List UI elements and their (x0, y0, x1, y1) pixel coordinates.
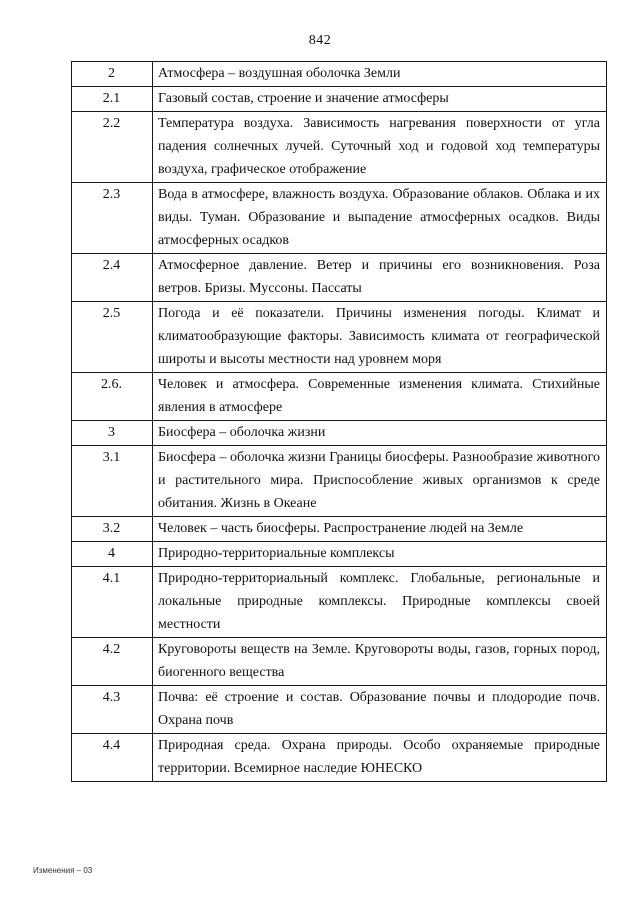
topics-table (71, 61, 607, 782)
table-row (72, 686, 607, 734)
row-number: 3.1 (72, 446, 153, 517)
row-number: 3 (72, 421, 153, 446)
row-text: Атмосферное давление. Ветер и причины его возникновения. Роза ветров. Бризы. Муссоны. Пассаты (153, 254, 607, 302)
row-number: 4.4 (72, 734, 153, 782)
row-number: 4.1 (72, 567, 153, 638)
row-number: 2.2 (72, 112, 153, 183)
table-row (72, 517, 607, 542)
table-row (72, 112, 607, 183)
row-number: 2.4 (72, 254, 153, 302)
table-row (72, 302, 607, 373)
table-row (72, 567, 607, 638)
row-text: Газовый состав, строение и значение атмосферы (153, 87, 607, 112)
row-text: Природная среда. Охрана природы. Особо охраняемые природные территории. Всемирное наследие ЮНЕСКО (153, 734, 607, 782)
table-row (72, 734, 607, 782)
table-row (72, 183, 607, 254)
table-row (72, 373, 607, 421)
row-number: 3.2 (72, 517, 153, 542)
row-text: Атмосфера – воздушная оболочка Земли (153, 62, 607, 87)
row-text: Человек и атмосфера. Современные изменения климата. Стихийные явления в атмосфере (153, 373, 607, 421)
table-row (72, 638, 607, 686)
table-row (72, 421, 607, 446)
row-number: 2.6. (72, 373, 153, 421)
page-number: 842 (308, 33, 332, 48)
footer-revision-note: Изменения – 03 (33, 866, 93, 875)
row-text: Почва: её строение и состав. Образование почвы и плодородие почв. Охрана почв (153, 686, 607, 734)
row-number: 2.3 (72, 183, 153, 254)
row-number: 2 (72, 62, 153, 87)
row-number: 4.2 (72, 638, 153, 686)
table-row (72, 62, 607, 87)
row-number: 2.1 (72, 87, 153, 112)
row-text: Вода в атмосфере, влажность воздуха. Образование облаков. Облака и их виды. Туман. Образование и выпадение атмосферных осадков. Виды атмосферных осадков (153, 183, 607, 254)
table-row (72, 542, 607, 567)
row-text: Круговороты веществ на Земле. Круговороты воды, газов, горных пород, биогенного вещества (153, 638, 607, 686)
table-row (72, 446, 607, 517)
row-number: 4 (72, 542, 153, 567)
row-text: Погода и её показатели. Причины изменения погоды. Климат и климатообразующие факторы. Зависимость климата от географической широты и высоты местности над уровнем моря (153, 302, 607, 373)
row-text: Природно-территориальные комплексы (153, 542, 607, 567)
row-text: Человек – часть биосферы. Распространение людей на Земле (153, 517, 607, 542)
row-text: Природно-территориальный комплекс. Глобальные, региональные и локальные природные комплексы. Природные комплексы своей местности (153, 567, 607, 638)
table-row (72, 254, 607, 302)
row-text: Температура воздуха. Зависимость нагревания поверхности от угла падения солнечных лучей. Суточный ход и годовой ход температуры воздуха, графическое отображение (153, 112, 607, 183)
row-text: Биосфера – оболочка жизни Границы биосферы. Разнообразие животного и растительного мира. Приспособление живых организмов к среде обитания. Жизнь в Океане (153, 446, 607, 517)
row-number: 4.3 (72, 686, 153, 734)
table-row (72, 87, 607, 112)
row-number: 2.5 (72, 302, 153, 373)
row-text: Биосфера – оболочка жизни (153, 421, 607, 446)
